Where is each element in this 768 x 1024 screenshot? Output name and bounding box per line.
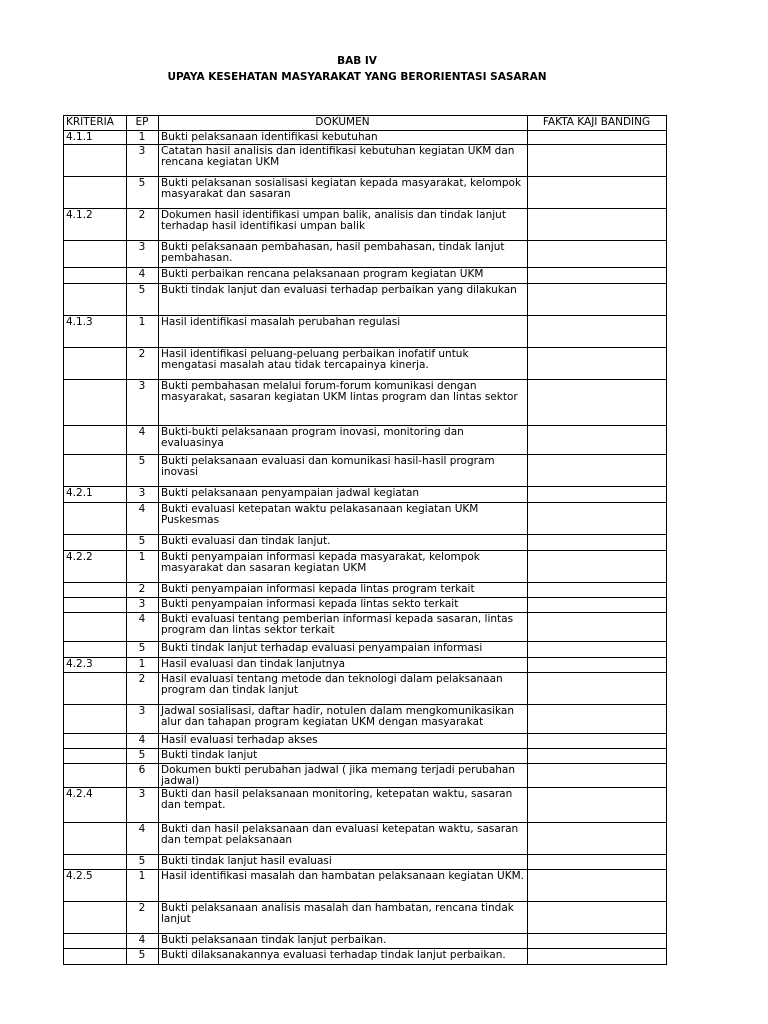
cell-kriteria — [64, 145, 127, 177]
cell-fakta — [528, 487, 667, 503]
cell-kriteria — [64, 284, 127, 316]
cell-fakta — [528, 902, 667, 934]
cell-fakta — [528, 455, 667, 487]
cell-fakta — [528, 642, 667, 658]
cell-kriteria: 4.2.5 — [64, 870, 127, 902]
column-header-ep: EP — [127, 116, 159, 131]
table-row — [64, 734, 667, 749]
cell-ep: 3 — [127, 380, 159, 426]
table-row — [64, 583, 667, 598]
cell-fakta — [528, 145, 667, 177]
cell-fakta — [528, 426, 667, 455]
column-header-kriteria: KRITERIA — [64, 116, 127, 131]
table-row — [64, 749, 667, 764]
cell-fakta — [528, 268, 667, 284]
cell-dokumen: Bukti-bukti pelaksanaan program inovasi, monitoring dan evaluasinya — [159, 426, 528, 455]
cell-ep: 5 — [127, 855, 159, 870]
cell-ep: 5 — [127, 949, 159, 965]
cell-ep: 3 — [127, 788, 159, 823]
cell-dokumen: Bukti pelaksanan sosialisasi kegiatan kepada masyarakat, kelompok masyarakat dan sasaran — [159, 177, 528, 209]
cell-ep: 3 — [127, 241, 159, 268]
table-row — [64, 705, 667, 734]
cell-kriteria — [64, 380, 127, 426]
table-row — [64, 673, 667, 705]
table-row — [64, 613, 667, 642]
cell-ep: 4 — [127, 734, 159, 749]
table-row — [64, 949, 667, 965]
cell-dokumen: Jadwal sosialisasi, daftar hadir, notulen dalam mengkomunikasikan alur dan tahapan program kegiatan UKM dengan masyarakat — [159, 705, 528, 734]
cell-ep: 2 — [127, 348, 159, 380]
table-row — [64, 642, 667, 658]
cell-ep: 2 — [127, 673, 159, 705]
table-row — [64, 241, 667, 268]
cell-ep: 4 — [127, 426, 159, 455]
cell-dokumen: Bukti pelaksanaan penyampaian jadwal kegiatan — [159, 487, 528, 503]
cell-ep: 5 — [127, 642, 159, 658]
cell-dokumen: Bukti dan hasil pelaksanaan monitoring, ketepatan waktu, sasaran dan tempat. — [159, 788, 528, 823]
cell-kriteria — [64, 823, 127, 855]
cell-kriteria — [64, 583, 127, 598]
cell-dokumen: Bukti tindak lanjut — [159, 749, 528, 764]
cell-fakta — [528, 177, 667, 209]
cell-kriteria — [64, 268, 127, 284]
criteria-table — [63, 115, 667, 965]
cell-dokumen: Hasil identifikasi peluang-peluang perbaikan inofatif untuk mengatasi masalah atau tidak tercapainya kinerja. — [159, 348, 528, 380]
cell-dokumen: Bukti evaluasi ketepatan waktu pelakasanaan kegiatan UKM Puskesmas — [159, 503, 528, 535]
cell-fakta — [528, 934, 667, 949]
cell-kriteria — [64, 855, 127, 870]
cell-dokumen: Catatan hasil analisis dan identifikasi kebutuhan kegiatan UKM dan rencana kegiatan UKM — [159, 145, 528, 177]
table-body — [64, 131, 667, 965]
document-subtitle: UPAYA KESEHATAN MASYARAKAT YANG BERORIENTASI SASARAN — [167, 71, 547, 83]
cell-ep: 4 — [127, 503, 159, 535]
cell-fakta — [528, 209, 667, 241]
cell-dokumen: Hasil evaluasi tentang metode dan teknologi dalam pelaksanaan program dan tindak lanjut — [159, 673, 528, 705]
table-row — [64, 503, 667, 535]
cell-kriteria: 4.2.1 — [64, 487, 127, 503]
cell-kriteria — [64, 764, 127, 788]
cell-kriteria — [64, 934, 127, 949]
table-row — [64, 902, 667, 934]
cell-kriteria — [64, 348, 127, 380]
cell-kriteria — [64, 598, 127, 613]
cell-kriteria: 4.1.2 — [64, 209, 127, 241]
cell-fakta — [528, 241, 667, 268]
cell-dokumen: Bukti pelaksanaan tindak lanjut perbaikan. — [159, 934, 528, 949]
cell-kriteria — [64, 749, 127, 764]
cell-fakta — [528, 870, 667, 902]
cell-ep: 1 — [127, 658, 159, 673]
cell-dokumen: Hasil evaluasi terhadap akses — [159, 734, 528, 749]
cell-fakta — [528, 598, 667, 613]
cell-ep: 6 — [127, 764, 159, 788]
cell-ep: 3 — [127, 145, 159, 177]
table-row — [64, 284, 667, 316]
table-row — [64, 598, 667, 613]
cell-ep: 5 — [127, 455, 159, 487]
cell-fakta — [528, 583, 667, 598]
table-row — [64, 209, 667, 241]
table-row — [64, 934, 667, 949]
cell-ep: 1 — [127, 551, 159, 583]
cell-ep: 1 — [127, 870, 159, 902]
cell-fakta — [528, 348, 667, 380]
cell-fakta — [528, 535, 667, 551]
cell-kriteria — [64, 426, 127, 455]
cell-kriteria — [64, 177, 127, 209]
cell-kriteria — [64, 949, 127, 965]
cell-ep: 2 — [127, 209, 159, 241]
table-row — [64, 348, 667, 380]
cell-fakta — [528, 764, 667, 788]
table-row — [64, 177, 667, 209]
cell-fakta — [528, 855, 667, 870]
cell-fakta — [528, 949, 667, 965]
cell-fakta — [528, 705, 667, 734]
table-row — [64, 870, 667, 902]
cell-dokumen: Bukti dilaksanakannya evaluasi terhadap tindak lanjut perbaikan. — [159, 949, 528, 965]
table-row — [64, 426, 667, 455]
cell-dokumen: Bukti evaluasi dan tindak lanjut. — [159, 535, 528, 551]
cell-fakta — [528, 749, 667, 764]
cell-kriteria: 4.2.3 — [64, 658, 127, 673]
table-row — [64, 145, 667, 177]
cell-fakta — [528, 316, 667, 348]
cell-fakta — [528, 823, 667, 855]
cell-dokumen: Bukti tindak lanjut dan evaluasi terhadap perbaikan yang dilakukan — [159, 284, 528, 316]
cell-ep: 4 — [127, 823, 159, 855]
document-title: BAB IV — [337, 55, 377, 67]
cell-fakta — [528, 613, 667, 642]
cell-dokumen: Bukti tindak lanjut hasil evaluasi — [159, 855, 528, 870]
cell-ep: 5 — [127, 177, 159, 209]
column-header-dokumen: DOKUMEN — [159, 116, 528, 131]
cell-kriteria: 4.2.2 — [64, 551, 127, 583]
cell-kriteria — [64, 535, 127, 551]
table-row — [64, 788, 667, 823]
cell-kriteria — [64, 455, 127, 487]
table-row — [64, 380, 667, 426]
cell-dokumen: Bukti penyampaian informasi kepada masyarakat, kelompok masyarakat dan sasaran kegiatan UKM — [159, 551, 528, 583]
table-row — [64, 764, 667, 788]
cell-ep: 1 — [127, 316, 159, 348]
cell-dokumen: Dokumen hasil identifikasi umpan balik, analisis dan tindak lanjut terhadap hasil identifikasi umpan balik — [159, 209, 528, 241]
cell-dokumen: Hasil evaluasi dan tindak lanjutnya — [159, 658, 528, 673]
column-header-fakta: FAKTA KAJI BANDING — [528, 116, 667, 131]
cell-ep: 4 — [127, 934, 159, 949]
cell-fakta — [528, 551, 667, 583]
cell-dokumen: Bukti penyampaian informasi kepada lintas sekto terkait — [159, 598, 528, 613]
cell-dokumen: Bukti pelaksanaan identifikasi kebutuhan — [159, 131, 528, 145]
cell-dokumen: Bukti pelaksanaan evaluasi dan komunikasi hasil-hasil program inovasi — [159, 455, 528, 487]
table-row — [64, 823, 667, 855]
table-row — [64, 551, 667, 583]
cell-dokumen: Bukti pelaksanaan pembahasan, hasil pembahasan, tindak lanjut pembahasan. — [159, 241, 528, 268]
cell-fakta — [528, 658, 667, 673]
table-row — [64, 855, 667, 870]
cell-dokumen: Bukti pembahasan melalui forum-forum komunikasi dengan masyarakat, sasaran kegiatan UKM lintas program dan lintas sektor — [159, 380, 528, 426]
cell-ep: 1 — [127, 131, 159, 145]
table-row — [64, 131, 667, 145]
cell-ep: 3 — [127, 487, 159, 503]
cell-ep: 2 — [127, 902, 159, 934]
table-row — [64, 658, 667, 673]
cell-fakta — [528, 503, 667, 535]
cell-dokumen: Hasil identifikasi masalah dan hambatan pelaksanaan kegiatan UKM. — [159, 870, 528, 902]
cell-ep: 2 — [127, 583, 159, 598]
cell-kriteria — [64, 642, 127, 658]
table-header-row — [64, 116, 667, 131]
cell-dokumen: Dokumen bukti perubahan jadwal ( jika memang terjadi perubahan jadwal) — [159, 764, 528, 788]
cell-dokumen: Bukti tindak lanjut terhadap evaluasi penyampaian informasi — [159, 642, 528, 658]
cell-kriteria: 4.2.4 — [64, 788, 127, 823]
cell-kriteria: 4.1.1 — [64, 131, 127, 145]
cell-ep: 3 — [127, 705, 159, 734]
cell-fakta — [528, 788, 667, 823]
cell-ep: 4 — [127, 613, 159, 642]
table-row — [64, 487, 667, 503]
cell-ep: 5 — [127, 535, 159, 551]
cell-fakta — [528, 284, 667, 316]
cell-fakta — [528, 131, 667, 145]
cell-dokumen: Bukti penyampaian informasi kepada lintas program terkait — [159, 583, 528, 598]
table-row — [64, 455, 667, 487]
cell-kriteria — [64, 902, 127, 934]
table-row — [64, 535, 667, 551]
cell-kriteria: 4.1.3 — [64, 316, 127, 348]
cell-fakta — [528, 380, 667, 426]
cell-ep: 5 — [127, 284, 159, 316]
cell-ep: 4 — [127, 268, 159, 284]
table-row — [64, 268, 667, 284]
cell-kriteria — [64, 705, 127, 734]
cell-kriteria — [64, 673, 127, 705]
cell-kriteria — [64, 734, 127, 749]
table-row — [64, 316, 667, 348]
cell-dokumen: Hasil identifikasi masalah perubahan regulasi — [159, 316, 528, 348]
cell-kriteria — [64, 241, 127, 268]
cell-ep: 5 — [127, 749, 159, 764]
cell-dokumen: Bukti perbaikan rencana pelaksanaan program kegiatan UKM — [159, 268, 528, 284]
cell-dokumen: Bukti dan hasil pelaksanaan dan evaluasi ketepatan waktu, sasaran dan tempat pelaksanaan — [159, 823, 528, 855]
cell-dokumen: Bukti evaluasi tentang pemberian informasi kepada sasaran, lintas program dan lintas sektor terkait — [159, 613, 528, 642]
cell-ep: 3 — [127, 598, 159, 613]
cell-fakta — [528, 734, 667, 749]
cell-fakta — [528, 673, 667, 705]
cell-kriteria — [64, 613, 127, 642]
cell-dokumen: Bukti pelaksanaan analisis masalah dan hambatan, rencana tindak lanjut — [159, 902, 528, 934]
cell-kriteria — [64, 503, 127, 535]
